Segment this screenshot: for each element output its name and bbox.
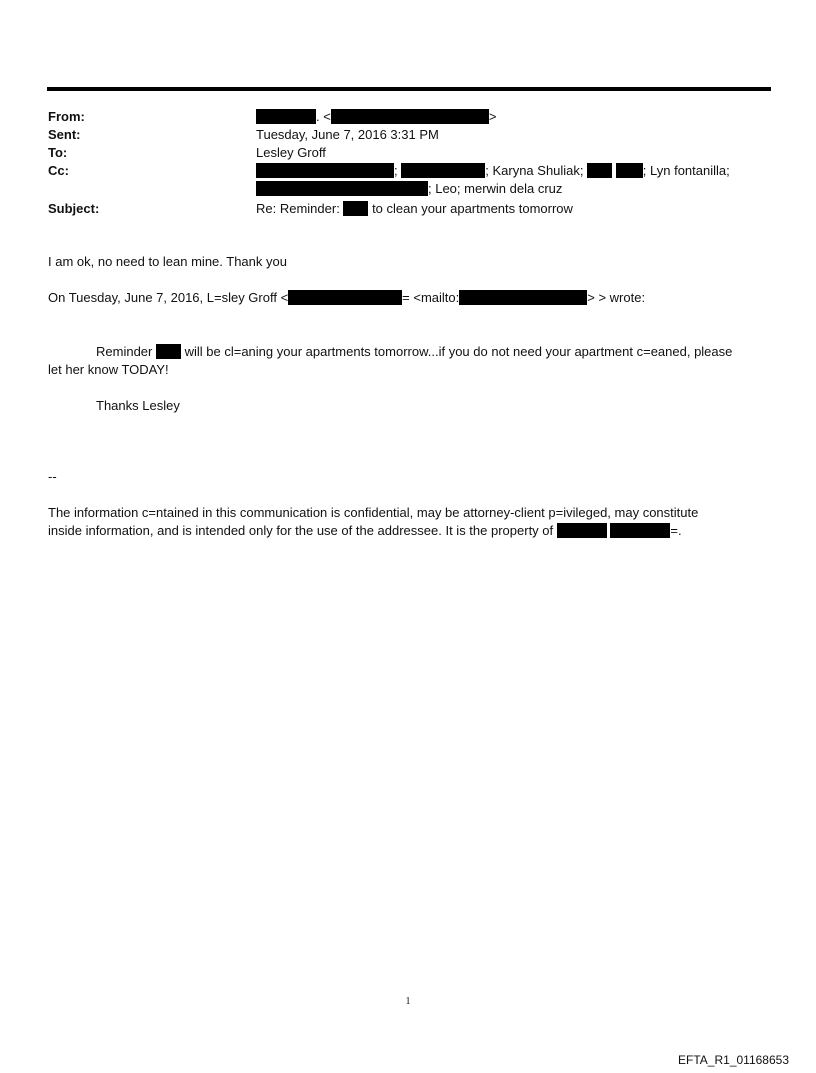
from-label: From: [48, 109, 85, 124]
subject-value [256, 200, 573, 218]
from-value [256, 108, 496, 126]
document-id: EFTA_R1_01168653 [678, 1053, 789, 1067]
quote-mid: = <mailto: [402, 290, 460, 305]
to-value: Lesley Groff [256, 145, 326, 160]
subject-prefix: Re: Reminder: [256, 201, 340, 216]
redaction-block [401, 163, 485, 178]
from-sep-a: . < [316, 109, 331, 124]
redaction-block [256, 109, 316, 124]
redaction-block [616, 163, 643, 178]
page-number: 1 [405, 996, 411, 1007]
disclaimer-line-1: The information c=ntained in this communication is confidential, may be attorney-client p=ivileged, may constitute [48, 505, 699, 520]
sent-value: Tuesday, June 7, 2016 3:31 PM [256, 127, 439, 142]
disclaimer-end: =. [670, 523, 682, 538]
header-rule [47, 87, 771, 91]
signature-separator: -- [48, 469, 57, 484]
cc-value-line1 [256, 162, 730, 180]
cc-sep: ; [394, 163, 398, 178]
reminder-line [96, 343, 732, 361]
redaction-block [610, 523, 670, 538]
sent-label: Sent: [48, 127, 81, 142]
redaction-block [256, 163, 394, 178]
cc-name: ; Leo; merwin dela cruz [428, 181, 563, 196]
redaction-block [156, 344, 181, 359]
reminder-suffix: will be cl=aning your apartments tomorrow...if you do not need your apartment c=eaned, please [184, 344, 733, 359]
quote-prefix: On Tuesday, June 7, 2016, L=sley Groff < [48, 290, 289, 305]
disclaimer-text: inside information, and is intended only for the use of the addressee. It is the property of [48, 523, 554, 538]
cc-label: Cc: [48, 163, 69, 178]
from-sep-b: > [488, 109, 497, 124]
redaction-block [587, 163, 612, 178]
reminder-prefix: Reminder [96, 344, 153, 359]
redaction-block [288, 290, 402, 305]
redaction-block [459, 290, 587, 305]
reply-line: I am ok, no need to lean mine. Thank you [48, 254, 287, 269]
cc-name: ; Karyna Shuliak; [485, 163, 584, 178]
redaction-block [256, 181, 428, 196]
cc-value-line2 [256, 180, 562, 198]
quote-end: > > wrote: [587, 290, 646, 305]
redaction-block [557, 523, 607, 538]
subject-suffix: to clean your apartments tomorrow [372, 201, 573, 216]
redaction-block [331, 109, 489, 124]
subject-label: Subject: [48, 201, 100, 216]
reminder-line-2: let her know TODAY! [48, 362, 169, 377]
redaction-block [343, 201, 368, 216]
disclaimer-line-2 [48, 522, 682, 540]
thanks-line: Thanks Lesley [96, 398, 180, 413]
to-label: To: [48, 145, 68, 160]
quote-attribution [48, 289, 645, 307]
cc-name: ; Lyn fontanilla; [642, 163, 730, 178]
